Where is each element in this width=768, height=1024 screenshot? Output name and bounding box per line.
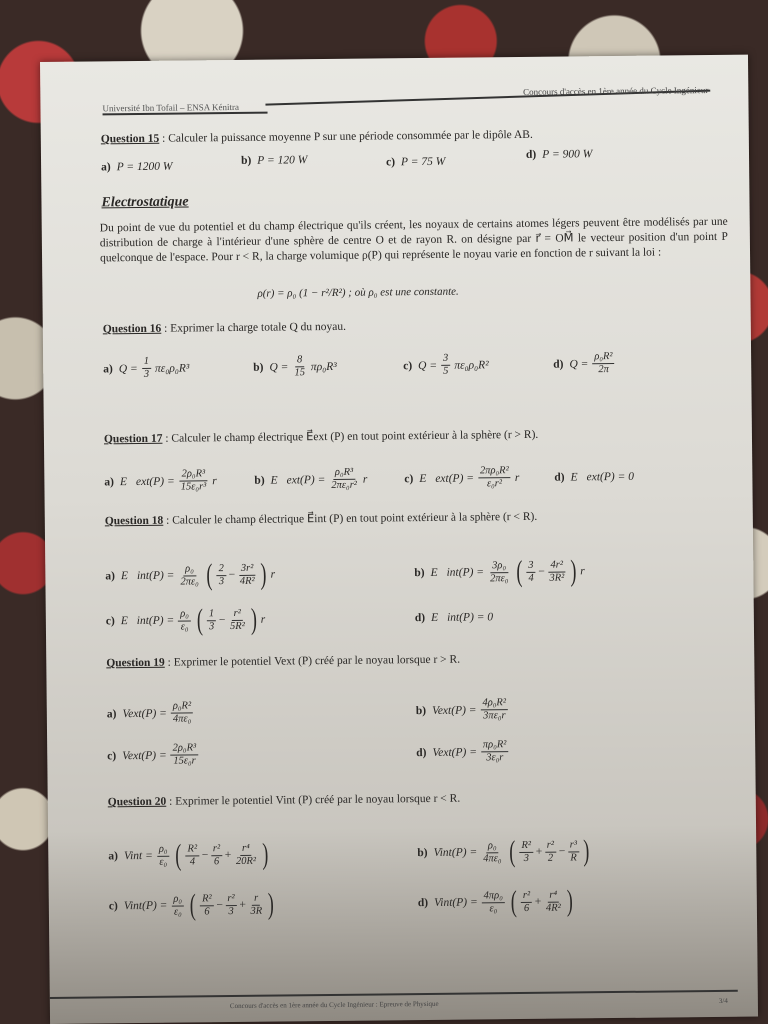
denominator: 5R² bbox=[229, 620, 245, 632]
fraction bbox=[521, 889, 532, 914]
option-b: b) P = 120 W bbox=[240, 154, 308, 167]
option-label: d) bbox=[414, 611, 426, 625]
numerator: 3r² bbox=[239, 562, 256, 575]
fraction bbox=[171, 700, 194, 725]
fraction bbox=[207, 608, 217, 633]
denominator: 3πε₀r bbox=[483, 710, 506, 722]
fraction bbox=[519, 839, 533, 864]
numerator: r⁴ bbox=[240, 842, 252, 855]
right-paren: ) bbox=[267, 887, 275, 921]
denominator: 2πε₀ bbox=[180, 575, 199, 588]
formula-term: + bbox=[224, 849, 232, 862]
option-d bbox=[415, 609, 724, 624]
question-15 bbox=[101, 127, 729, 146]
numerator: 2ρ₀R³ bbox=[171, 742, 199, 755]
question-text: : Calculer le champ électrique E⃗ext (P) en tout point extérieur à la sphère (r > R). bbox=[162, 428, 539, 445]
formula-term: + bbox=[534, 895, 542, 908]
numerator: ρ₀ bbox=[486, 840, 499, 853]
option-label: b) bbox=[415, 704, 427, 717]
option-label: a) bbox=[106, 707, 117, 720]
option-a bbox=[104, 468, 254, 495]
denominator: 20R² bbox=[235, 855, 257, 867]
numerator: ρ₀ bbox=[157, 843, 170, 856]
options-row bbox=[103, 350, 721, 381]
fraction bbox=[234, 842, 258, 867]
question-label: Question 18 bbox=[104, 514, 164, 528]
denominator: 2π bbox=[598, 364, 609, 376]
option-b bbox=[414, 555, 723, 588]
numerator: 4ρ₀R² bbox=[480, 697, 508, 710]
numerator: R² bbox=[200, 893, 214, 906]
option-label: c) bbox=[404, 472, 414, 485]
denominator: 3R² bbox=[549, 572, 565, 584]
option-d bbox=[554, 470, 674, 483]
parenthesized-group bbox=[205, 557, 269, 592]
option-label: b) bbox=[253, 361, 264, 374]
question-text: : Calculer la puissance moyenne P sur une période consommée par le dipôle AB. bbox=[159, 128, 533, 145]
option-a bbox=[108, 838, 417, 871]
option-d: d) P = 900 W bbox=[525, 148, 593, 161]
fraction bbox=[185, 843, 199, 868]
fraction bbox=[171, 893, 184, 918]
parenthesized-group bbox=[514, 556, 578, 587]
option-c bbox=[107, 740, 416, 768]
option-label: d) bbox=[554, 471, 565, 484]
option-b bbox=[417, 835, 726, 868]
left-paren: ( bbox=[206, 558, 213, 592]
numerator: ρ₀R³ bbox=[333, 467, 355, 480]
denominator: 3 bbox=[523, 852, 530, 864]
fraction bbox=[228, 607, 247, 632]
fraction bbox=[329, 467, 359, 492]
denominator: 3 bbox=[218, 575, 225, 587]
fraction bbox=[238, 562, 257, 587]
formula-term: Q = bbox=[118, 362, 138, 375]
question-label: Question 15 bbox=[100, 132, 160, 146]
denominator: 4R² bbox=[239, 575, 255, 587]
numerator: ρ₀R² bbox=[171, 700, 193, 713]
fraction bbox=[482, 890, 505, 915]
fraction bbox=[545, 839, 556, 864]
question-18 bbox=[105, 507, 733, 528]
numerator: r³ bbox=[568, 839, 579, 852]
fraction bbox=[481, 840, 504, 865]
denominator: 2πε₀ bbox=[490, 572, 509, 584]
intro-paragraph: Du point de vue du potentiel et du champ électrique qu'ils créent, les noyaux de certains atomes légers peuvent être modélisés par une distribution de charge à l'intérieur d'une sphère de centre O et de rayon R. on désigne par r⃗ = OM⃗ le vecteur position d'un point P quelconque de l'espace. Pour r < R, la charge volumique ρ(P) qui représente le noyau varie en fonction de r suivant la loi : bbox=[99, 215, 728, 265]
denominator: 4πε₀ bbox=[172, 713, 192, 725]
numerator: ρ₀ bbox=[178, 608, 191, 621]
fraction bbox=[248, 892, 264, 917]
formula-term: r⃗ bbox=[212, 474, 226, 487]
section-title: Electrostatique bbox=[101, 194, 189, 211]
denominator: 4R² bbox=[545, 902, 561, 914]
left-paren: ( bbox=[189, 888, 197, 922]
option-b bbox=[253, 353, 403, 380]
right-paren: ) bbox=[250, 602, 257, 636]
denominator: 3 bbox=[208, 620, 215, 632]
question-20 bbox=[108, 790, 736, 809]
question-16 bbox=[103, 317, 731, 336]
question-text: : Exprimer le potentiel Vext (P) créé par le noyau lorsque r > R. bbox=[164, 653, 461, 669]
left-paren: ( bbox=[175, 838, 182, 872]
fraction bbox=[488, 560, 511, 585]
fraction bbox=[179, 468, 209, 493]
options-row bbox=[108, 835, 726, 871]
formula-term: Vext(P) = bbox=[432, 745, 478, 759]
right-paren: ) bbox=[566, 884, 573, 918]
right-paren: ) bbox=[582, 834, 590, 868]
parenthesized-group bbox=[509, 886, 575, 917]
formula-term: − bbox=[227, 568, 236, 582]
option-c bbox=[403, 352, 553, 379]
formula-term: Vint(P) = bbox=[433, 896, 478, 909]
formula-term: πε₀ρ₀R³ bbox=[154, 361, 190, 375]
numerator: R² bbox=[519, 839, 533, 852]
numerator: 2πρ₀R² bbox=[478, 465, 511, 478]
denominator: 6 bbox=[204, 905, 210, 917]
formula-term: Q = bbox=[569, 357, 589, 370]
parenthesized-group bbox=[507, 836, 591, 867]
options-row bbox=[104, 463, 722, 494]
option-d bbox=[416, 737, 725, 765]
option-c: c) P = 75 W bbox=[386, 155, 446, 169]
formula-term: − bbox=[557, 845, 566, 858]
formula-term: E⃗int(P) = bbox=[120, 569, 175, 583]
numerator: r² bbox=[545, 839, 556, 852]
formula-term: πρ₀R³ bbox=[310, 360, 337, 373]
formula-term: Vint(P) = bbox=[123, 899, 168, 913]
denominator: 15ε₀r bbox=[173, 755, 196, 767]
question-text: : Calculer le champ électrique E⃗int (P) en tout point extérieur à la sphère (r < R). bbox=[163, 510, 538, 527]
option-label: a) bbox=[103, 362, 113, 375]
fraction bbox=[217, 563, 227, 588]
fraction bbox=[292, 354, 307, 379]
footer-divider bbox=[50, 990, 738, 999]
denominator: 3 bbox=[228, 905, 234, 917]
formula-term: − bbox=[537, 565, 546, 578]
fraction bbox=[178, 608, 191, 633]
header-exam-title: Concours d'accès en 1ère année du Cycle Ingénieur bbox=[522, 85, 709, 97]
formula-term: + bbox=[238, 898, 247, 911]
option-b bbox=[416, 695, 725, 723]
denominator: ε₀ bbox=[159, 856, 168, 868]
option-label: b) bbox=[254, 474, 265, 487]
formula-term: r⃗ bbox=[514, 471, 529, 484]
formula-term: Vint = bbox=[123, 849, 153, 863]
option-label: d) bbox=[417, 896, 429, 910]
left-paren: ( bbox=[516, 554, 523, 589]
formula-term: Q = bbox=[269, 360, 289, 374]
option-label: b) bbox=[417, 846, 428, 860]
option-label: d) bbox=[553, 358, 564, 371]
numerator: 4r² bbox=[548, 559, 565, 572]
left-paren: ( bbox=[509, 835, 516, 869]
option-label: c) bbox=[105, 615, 115, 628]
fraction bbox=[481, 739, 509, 764]
option-label: a) bbox=[104, 475, 115, 488]
fraction bbox=[225, 892, 236, 917]
question-text: : Exprimer le potentiel Vint (P) créé par le noyau lorsque r < R. bbox=[166, 792, 461, 808]
fraction bbox=[478, 465, 511, 490]
denominator: ε₀ bbox=[489, 902, 498, 914]
formula-term: Vext(P) = bbox=[122, 707, 167, 720]
option-label: b) bbox=[414, 567, 425, 580]
option-d bbox=[418, 885, 727, 918]
fraction bbox=[568, 839, 579, 864]
numerator: 1 bbox=[142, 356, 151, 369]
numerator: 4πρ₀ bbox=[482, 890, 505, 903]
numerator: πρ₀R² bbox=[481, 739, 509, 752]
option-c bbox=[106, 603, 415, 636]
numerator: ρ₀ bbox=[183, 563, 196, 576]
option-c bbox=[109, 888, 418, 921]
right-paren: ) bbox=[569, 554, 577, 588]
formula-term: − bbox=[201, 849, 209, 862]
denominator: 2πε₀r² bbox=[331, 479, 357, 491]
option-label: c) bbox=[107, 749, 117, 762]
option-a bbox=[105, 558, 414, 591]
question-label: Question 17 bbox=[103, 432, 163, 446]
denominator: 15ε₀r³ bbox=[180, 481, 207, 493]
numerator: 8 bbox=[295, 354, 304, 367]
denominator: 4 bbox=[189, 855, 196, 867]
left-paren: ( bbox=[510, 885, 518, 919]
numerator: ρ₀ bbox=[171, 893, 184, 906]
fraction bbox=[480, 697, 508, 722]
charge-density-law: ρ(r) = ρ₀ (1 − r²/R²) ; où ρ₀ est une constante. bbox=[257, 285, 459, 300]
numerator: 3ρ₀ bbox=[490, 560, 508, 573]
option-label: c) bbox=[403, 359, 413, 372]
option-label: a) bbox=[108, 850, 118, 863]
numerator: r² bbox=[232, 607, 243, 620]
formula-term: − bbox=[218, 614, 227, 627]
options-row bbox=[106, 600, 724, 636]
numerator: r bbox=[252, 892, 260, 905]
formula-term: πε₀ρ₀R² bbox=[454, 358, 489, 372]
q15-options bbox=[101, 148, 719, 174]
option-b bbox=[254, 466, 404, 493]
formula-term: E⃗int(P) = bbox=[120, 614, 175, 628]
options-row bbox=[109, 885, 727, 921]
denominator: 3R bbox=[250, 905, 263, 917]
options-row bbox=[107, 737, 725, 768]
denominator: 2 bbox=[547, 852, 554, 864]
formula-term: r⃗ bbox=[362, 473, 377, 486]
question-19 bbox=[106, 651, 734, 670]
denominator: ε₀r² bbox=[486, 478, 503, 490]
formula-term: r⃗ bbox=[270, 568, 285, 581]
fraction bbox=[211, 843, 222, 868]
fraction bbox=[547, 559, 566, 584]
denominator: R bbox=[570, 851, 577, 863]
left-paren: ( bbox=[196, 603, 204, 637]
denominator: 6 bbox=[213, 855, 220, 867]
options-row bbox=[105, 555, 723, 591]
denominator: 3ε₀r bbox=[486, 752, 504, 764]
fraction bbox=[441, 353, 451, 378]
formula-term: E⃗ext(P) = bbox=[119, 475, 175, 488]
numerator: 3 bbox=[441, 353, 450, 366]
question-label: Question 16 bbox=[102, 322, 162, 336]
right-paren: ) bbox=[260, 557, 267, 591]
formula-term: E⃗int(P) = bbox=[430, 566, 485, 579]
header-university: Université Ibn Tofail – ENSA Kénitra bbox=[102, 102, 267, 116]
formula-term: r⃗ bbox=[580, 565, 594, 578]
denominator: ε₀ bbox=[173, 906, 182, 918]
right-paren: ) bbox=[261, 837, 269, 871]
parenthesized-group bbox=[195, 602, 259, 637]
option-c bbox=[404, 465, 554, 492]
formula-term: − bbox=[215, 899, 224, 912]
formula-term: E⃗ext(P) = 0⃗ bbox=[570, 470, 643, 483]
numerator: 1 bbox=[207, 608, 216, 621]
fraction bbox=[178, 563, 201, 588]
denominator: 5 bbox=[443, 365, 449, 377]
question-label: Question 19 bbox=[106, 656, 165, 670]
footer-text: Concours d'accès en 1ère année du Cycle Ingénieur : Epreuve de Physique bbox=[229, 999, 439, 1011]
numerator: ρ₀R² bbox=[592, 351, 614, 364]
option-label: c) bbox=[108, 900, 118, 913]
numerator: 2 bbox=[217, 563, 226, 576]
question-17 bbox=[104, 425, 732, 446]
denominator: 6 bbox=[523, 902, 530, 914]
formula-term: + bbox=[534, 845, 543, 858]
option-a bbox=[107, 698, 416, 726]
question-text: : Exprimer la charge totale Q du noyau. bbox=[161, 320, 347, 335]
options-row bbox=[107, 695, 725, 726]
option-label: d) bbox=[416, 746, 427, 759]
option-d bbox=[553, 350, 673, 376]
numerator: R² bbox=[185, 843, 199, 856]
formula-term: E⃗ext(P) = bbox=[270, 473, 326, 487]
fraction bbox=[171, 742, 199, 767]
fraction bbox=[526, 559, 536, 584]
formula-term: Vext(P) = bbox=[431, 703, 477, 717]
formula-term: Q = bbox=[418, 359, 438, 372]
exam-page bbox=[40, 55, 758, 1024]
denominator: 3 bbox=[143, 368, 150, 380]
numerator: r² bbox=[225, 892, 236, 905]
fraction bbox=[544, 889, 563, 914]
formula-term: r⃗ bbox=[260, 613, 275, 626]
page-number: 3/4 bbox=[718, 996, 728, 1005]
formula-term: Vext(P) = bbox=[122, 749, 167, 762]
formula-term: Vint(P) = bbox=[433, 846, 478, 859]
question-label: Question 20 bbox=[107, 795, 167, 809]
denominator: 4 bbox=[528, 572, 534, 584]
denominator: 15 bbox=[294, 367, 306, 379]
fraction bbox=[157, 843, 170, 868]
numerator: r⁴ bbox=[547, 889, 559, 902]
numerator: r² bbox=[211, 843, 222, 856]
parenthesized-group bbox=[188, 887, 276, 922]
option-label: a) bbox=[105, 570, 116, 583]
option-a: a) P = 1200 W bbox=[101, 160, 173, 174]
numerator: 3 bbox=[526, 559, 535, 572]
fraction bbox=[142, 356, 152, 381]
denominator: 4πε₀ bbox=[483, 852, 502, 864]
denominator: ε₀ bbox=[180, 620, 189, 633]
numerator: 2ρ₀R³ bbox=[180, 468, 208, 481]
numerator: r² bbox=[521, 889, 532, 902]
parenthesized-group bbox=[173, 837, 270, 872]
formula-term: E⃗ext(P) = bbox=[419, 471, 475, 485]
fraction bbox=[200, 893, 214, 918]
fraction bbox=[592, 351, 615, 376]
formula-term: E⃗int(P) = 0⃗ bbox=[431, 611, 503, 624]
option-a bbox=[103, 355, 253, 382]
